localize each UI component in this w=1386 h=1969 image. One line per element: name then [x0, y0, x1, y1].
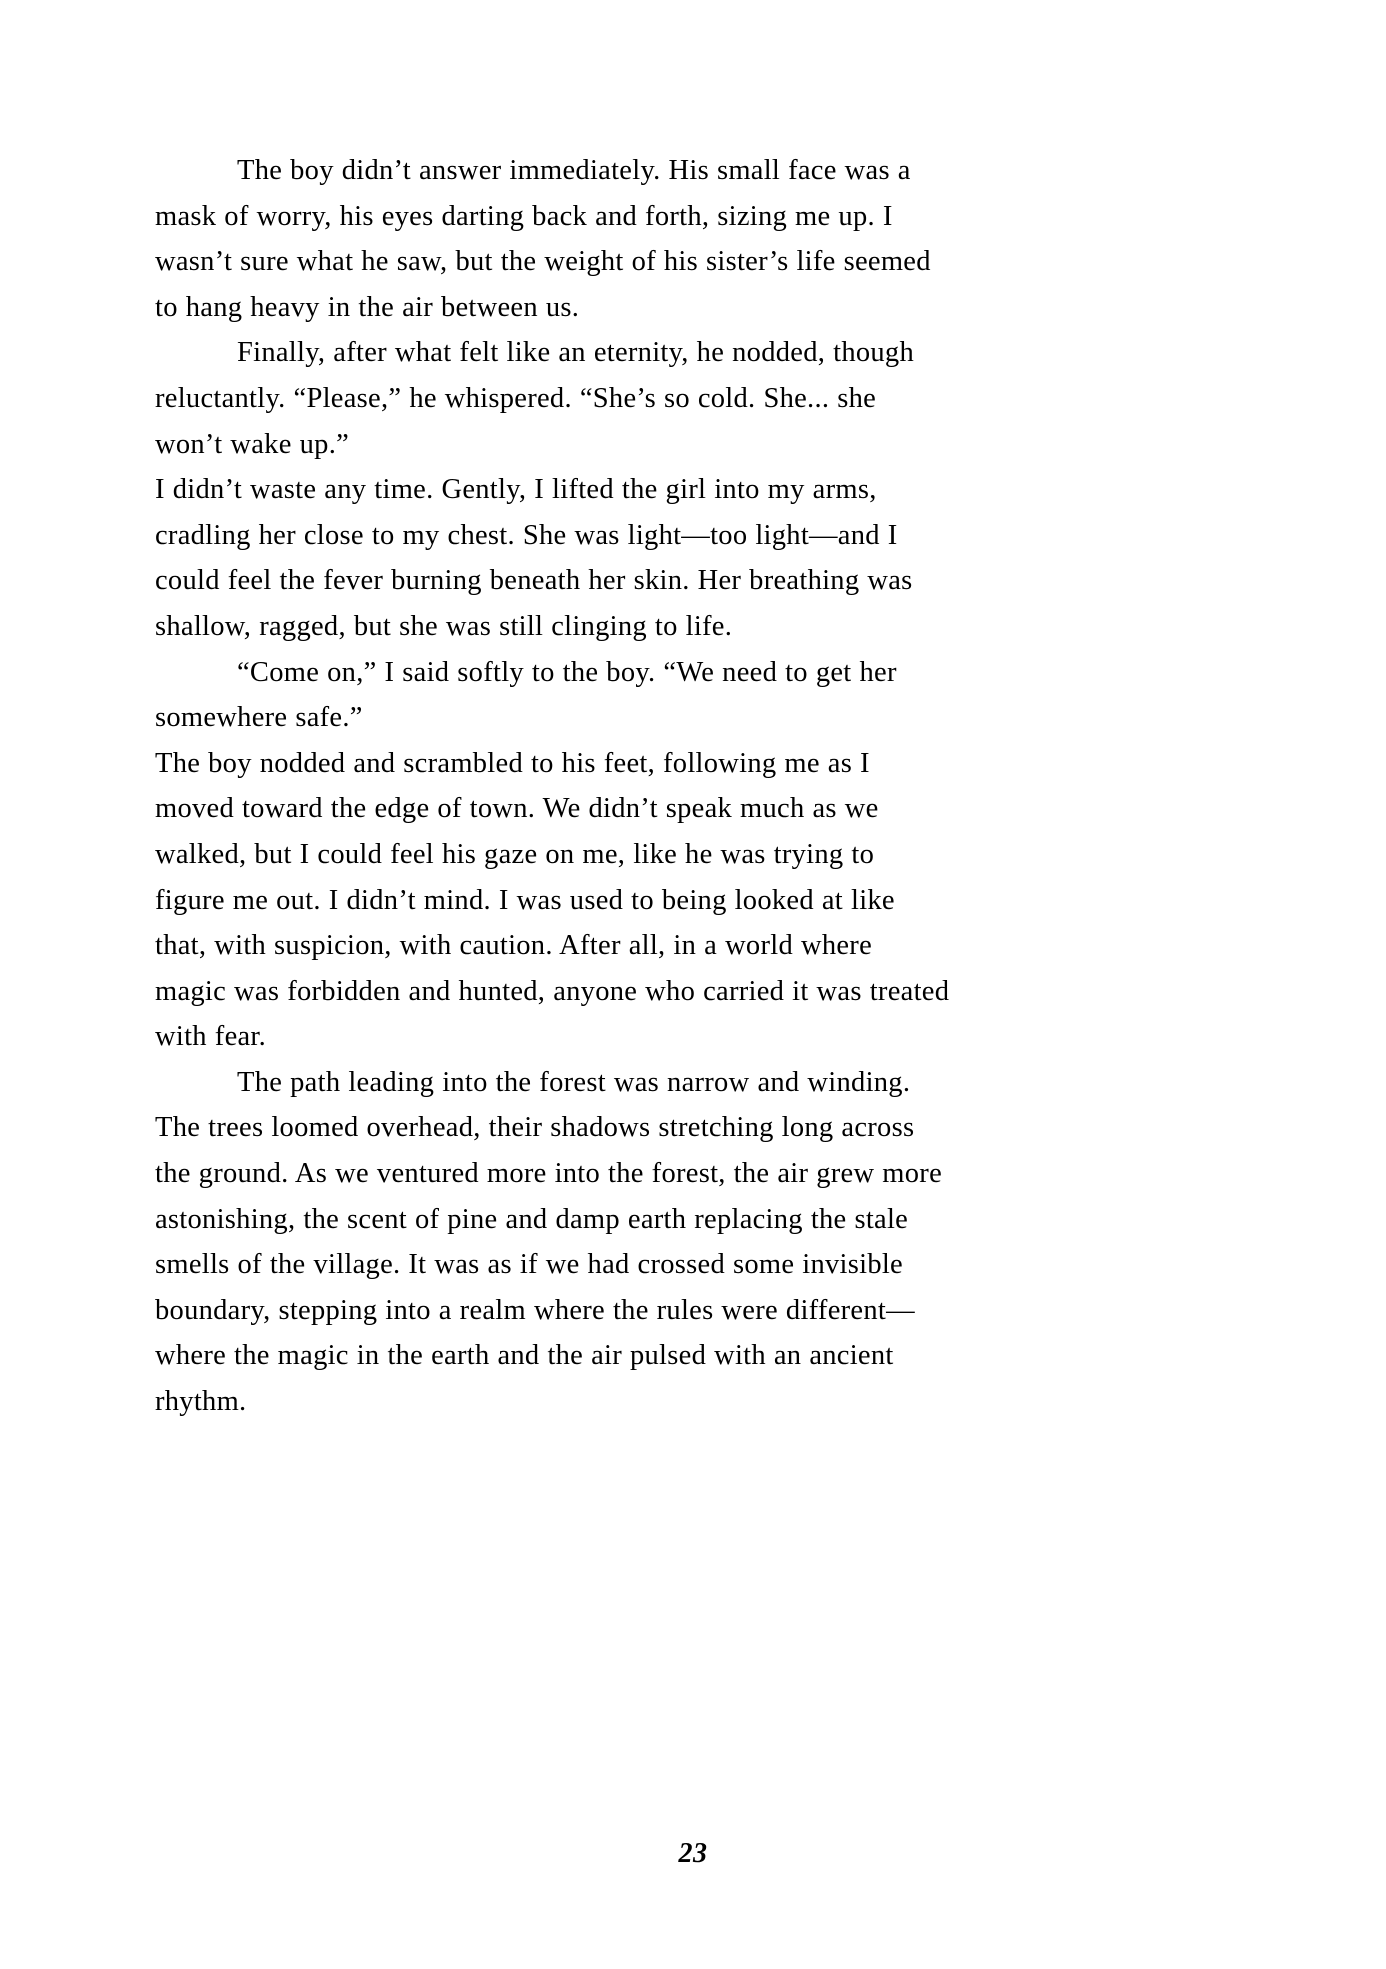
- body-paragraph-3: I didn’t waste any time. Gently, I lifted the girl into my arms, cradling her close to my chest. She was light—too light—and I could feel the fever burning beneath her skin. Her breathing was shallow, ragged, but she was still clinging to life.: [155, 474, 913, 642]
- body-paragraph-2: Finally, after what felt like an eternity, he nodded, though reluctantly. “Please,” he whispered. “She’s so cold. She... she won’t wake up.”: [155, 337, 915, 460]
- body-paragraph-5: The boy nodded and scrambled to his feet, following me as I moved toward the edge of town. We didn’t speak much as we walked, but I could feel his gaze on me, like he was trying to figure me out. I didn’t mind. I was used to being looked at like that, with suspicion, with caution. After all, in a world where magic was forbidden and hunted, anyone who carried it was treated with fear.: [155, 747, 950, 1053]
- body-paragraph-4: “Come on,” I said softly to the boy. “We need to get her somewhere safe.”: [155, 656, 897, 734]
- page-footer: [0, 1838, 1386, 1870]
- body-paragraph-1: The boy didn’t answer immediately. His small face was a mask of worry, his eyes darting back and forth, sizing me up. I wasn’t sure what he saw, but the weight of his sister’s life seemed to hang heavy in the air between us.: [155, 155, 931, 323]
- body-text-column: [155, 148, 950, 1425]
- body-paragraph-6: The path leading into the forest was narrow and winding. The trees loomed overhead, their shadows stretching long across the ground. As we ventured more into the forest, the air grew more astonishing, the scent of pine and damp earth replacing the stale smells of the village. It was as if we had crossed some invisible boundary, stepping into a realm where the rules were different—where the magic in the earth and the air pulsed with an ancient rhythm.: [155, 1066, 943, 1418]
- page-number: 23: [678, 1838, 708, 1869]
